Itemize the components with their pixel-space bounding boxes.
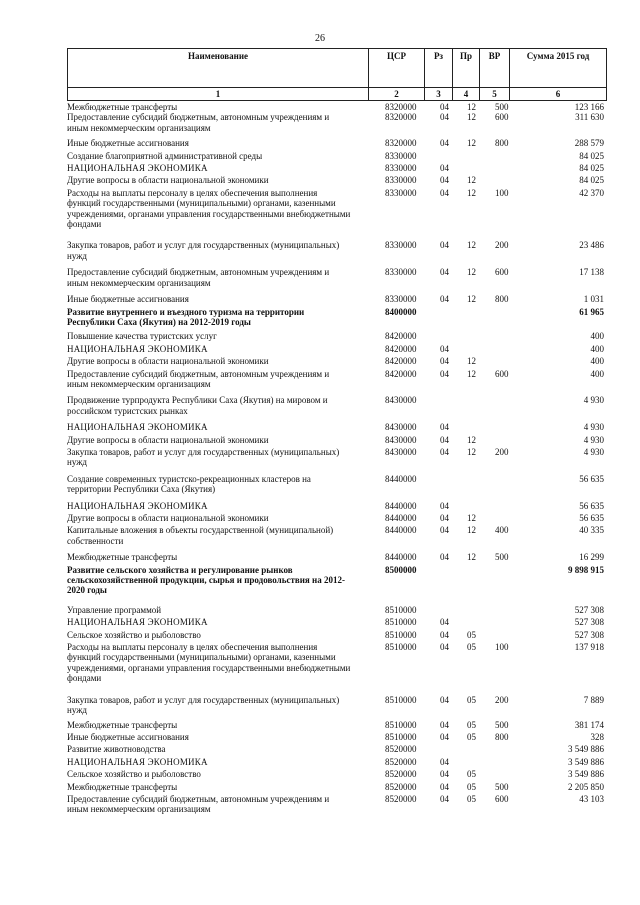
row-name: Межбюджетные трансферты (67, 719, 178, 730)
row-sum: 23 486 (579, 240, 604, 251)
row-name: Иные бюджетные ассигнования (67, 138, 189, 149)
row-pr: 12 (467, 175, 476, 186)
table-row (67, 744, 606, 754)
row-sum: 40 335 (579, 525, 604, 536)
column-header-rz: Рз (425, 49, 453, 88)
row-vr: 800 (495, 294, 509, 305)
row-sum: 288 579 (574, 138, 604, 149)
column-header-csr: ЦСР (369, 49, 425, 88)
row-csr: 8320000 (385, 138, 417, 149)
row-name: Повышение качества туристских услуг (67, 331, 217, 342)
row-vr: 200 (495, 446, 509, 457)
row-pr: 12 (467, 112, 476, 123)
table-row (67, 525, 606, 546)
row-csr: 8440000 (385, 525, 417, 536)
table-row (67, 331, 606, 341)
row-rz: 04 (440, 513, 449, 523)
row-name: Межбюджетные трансферты (67, 102, 178, 112)
row-name: НАЦИОНАЛЬНАЯ ЭКОНОМИКА (67, 422, 208, 433)
row-csr: 8440000 (385, 500, 417, 511)
row-vr: 500 (495, 781, 509, 792)
table-row (67, 267, 606, 288)
row-rz: 04 (440, 756, 449, 767)
row-csr: 8330000 (385, 187, 417, 198)
row-csr: 8440000 (385, 513, 417, 523)
table-row (67, 447, 606, 468)
table-row (67, 435, 606, 445)
row-sum: 3 549 886 (568, 744, 604, 755)
row-rz: 04 (440, 719, 449, 730)
table-row (67, 294, 606, 304)
table-row (67, 102, 606, 112)
row-name: Продвижение турпродукта Республики Саха (Якутия) на мировом и российском туристских рынках (67, 395, 328, 416)
row-rz: 04 (440, 552, 449, 563)
row-sum: 400 (590, 343, 604, 354)
row-rz: 04 (440, 731, 449, 742)
row-pr: 12 (467, 356, 476, 367)
row-csr: 8430000 (385, 446, 417, 457)
row-csr: 8510000 (385, 629, 417, 640)
row-vr: 600 (495, 793, 509, 804)
row-pr: 05 (467, 781, 476, 792)
row-vr: 100 (495, 642, 509, 653)
row-pr: 12 (467, 102, 476, 112)
table-row (67, 642, 606, 684)
row-name: Создание современных туристско-рекреационных кластеров на территории Республики Саха (Якутия) (67, 473, 311, 495)
row-csr: 8330000 (385, 175, 417, 186)
row-rz: 04 (440, 138, 449, 149)
row-vr: 500 (495, 552, 509, 563)
table-row (67, 720, 606, 730)
row-rz: 04 (440, 267, 449, 278)
row-pr: 12 (467, 525, 476, 536)
row-rz: 04 (440, 769, 449, 780)
row-sum: 61 965 (579, 306, 604, 317)
row-sum: 527 308 (574, 604, 604, 615)
row-pr: 12 (467, 513, 476, 523)
row-sum: 4 930 (583, 434, 604, 445)
table-row (67, 151, 606, 161)
row-rz: 04 (440, 187, 449, 198)
row-name: НАЦИОНАЛЬНАЯ ЭКОНОМИКА (67, 343, 208, 354)
row-name: Предоставление субсидий бюджетным, автономным учреждениям и иным некоммерческим организациям (67, 112, 330, 133)
row-csr: 8430000 (385, 422, 417, 433)
row-name: Межбюджетные трансферты (67, 552, 178, 563)
row-pr: 05 (467, 793, 476, 804)
row-pr: 05 (467, 642, 476, 653)
row-rz: 04 (440, 112, 449, 123)
row-rz: 04 (440, 175, 449, 186)
row-vr: 800 (495, 731, 509, 742)
table-row (67, 695, 606, 716)
row-vr: 100 (495, 187, 509, 198)
table-row (67, 782, 606, 792)
row-rz: 04 (440, 422, 449, 433)
row-pr: 12 (467, 294, 476, 305)
row-csr: 8510000 (385, 604, 417, 615)
row-name: Другие вопросы в области национальной экономики (67, 356, 269, 367)
row-sum: 43 103 (579, 793, 604, 804)
row-sum: 2 205 850 (568, 781, 604, 792)
row-name: НАЦИОНАЛЬНАЯ ЭКОНОМИКА (67, 756, 208, 767)
column-number: 1 (68, 88, 369, 101)
row-sum: 137 918 (574, 642, 604, 653)
page-number: 26 (315, 33, 325, 44)
row-name: Другие вопросы в области национальной экономики (67, 175, 269, 186)
row-rz: 04 (440, 781, 449, 792)
row-sum: 56 635 (579, 473, 604, 484)
row-csr: 8420000 (385, 368, 417, 379)
row-pr: 12 (467, 240, 476, 251)
column-header-vr: ВР (480, 49, 510, 88)
table-row (67, 474, 606, 495)
row-csr: 8520000 (385, 793, 417, 804)
row-rz: 04 (440, 694, 449, 705)
row-csr: 8510000 (385, 694, 417, 705)
table-row (67, 175, 606, 185)
row-name: Создание благоприятной административной среды (67, 150, 263, 161)
row-csr: 8510000 (385, 731, 417, 742)
table-row (67, 138, 606, 148)
table-row (67, 630, 606, 640)
column-number: 6 (510, 88, 607, 101)
column-number: 4 (453, 88, 480, 101)
row-rz: 04 (440, 793, 449, 804)
row-pr: 05 (467, 731, 476, 742)
row-name: Другие вопросы в области национальной экономики (67, 434, 269, 445)
row-name: НАЦИОНАЛЬНАЯ ЭКОНОМИКА (67, 163, 208, 174)
row-name: Развитие животноводства (67, 744, 166, 755)
table-row (67, 794, 606, 815)
row-sum: 9 898 915 (568, 564, 604, 575)
row-name: Предоставление субсидий бюджетным, автономным учреждениям и иным некоммерческим организациям (67, 267, 330, 288)
column-header-pr: Пр (453, 49, 480, 88)
row-csr: 8320000 (385, 102, 417, 112)
row-name: Сельское хозяйство и рыболовство (67, 629, 201, 640)
row-vr: 400 (495, 525, 509, 536)
row-rz: 04 (440, 446, 449, 457)
row-vr: 200 (495, 240, 509, 251)
row-sum: 56 635 (579, 513, 604, 523)
table-row (67, 769, 606, 779)
row-sum: 4 930 (583, 395, 604, 406)
row-pr: 12 (467, 446, 476, 457)
column-header-sum: Сумма 2015 год (510, 49, 607, 88)
row-name: Межбюджетные трансферты (67, 781, 178, 792)
row-rz: 04 (440, 434, 449, 445)
row-pr: 05 (467, 629, 476, 640)
table-row (67, 395, 606, 416)
row-rz: 04 (440, 642, 449, 653)
table-row (67, 513, 606, 523)
row-vr: 600 (495, 112, 509, 123)
table-row (67, 369, 606, 390)
table-row (67, 757, 606, 767)
row-pr: 12 (467, 552, 476, 563)
table-row (67, 732, 606, 742)
row-name: Капитальные вложения в объекты государственной (муниципальной) собственности (67, 525, 334, 546)
table-row (67, 605, 606, 615)
row-sum: 1 031 (583, 294, 604, 305)
row-csr: 8330000 (385, 240, 417, 251)
budget-table-body (67, 102, 606, 815)
row-csr: 8510000 (385, 719, 417, 730)
row-csr: 8420000 (385, 331, 417, 342)
row-sum: 16 299 (579, 552, 604, 563)
row-rz: 04 (440, 629, 449, 640)
row-rz: 04 (440, 525, 449, 536)
row-csr: 8500000 (385, 564, 417, 575)
row-csr: 8330000 (385, 163, 417, 174)
row-rz: 04 (440, 240, 449, 251)
row-csr: 8430000 (385, 395, 417, 406)
row-sum: 400 (590, 356, 604, 367)
row-csr: 8400000 (385, 306, 417, 317)
row-pr: 12 (467, 267, 476, 278)
row-name: Предоставление субсидий бюджетным, автономным учреждениям и иным некоммерческим организациям (67, 368, 330, 389)
row-sum: 84 025 (579, 163, 604, 174)
row-csr: 8440000 (385, 473, 417, 484)
row-sum: 400 (590, 331, 604, 342)
table-row (67, 112, 606, 133)
row-csr: 8510000 (385, 617, 417, 628)
row-name: НАЦИОНАЛЬНАЯ ЭКОНОМИКА (67, 500, 208, 511)
table-row (67, 617, 606, 627)
row-csr: 8330000 (385, 294, 417, 305)
row-csr: 8330000 (385, 267, 417, 278)
row-csr: 8520000 (385, 769, 417, 780)
row-sum: 4 930 (583, 446, 604, 457)
row-name: Закупка товаров, работ и услуг для государственных (муниципальных) нужд (67, 694, 340, 716)
row-name: Закупка товаров, работ и услуг для государственных (муниципальных) нужд (67, 446, 340, 468)
table-row (67, 501, 606, 511)
row-csr: 8520000 (385, 781, 417, 792)
row-sum: 17 138 (579, 267, 604, 278)
row-sum: 381 174 (574, 719, 604, 730)
row-rz: 04 (440, 368, 449, 379)
column-number: 5 (480, 88, 510, 101)
row-vr: 800 (495, 138, 509, 149)
row-name: Расходы на выплаты персоналу в целях обеспечения выполнения функций государственными (муниципальными) органами, казенными учреждениями, органами управления государственными внебюджетными фондами (67, 187, 351, 230)
table-row (67, 163, 606, 173)
row-sum: 328 (590, 731, 604, 742)
row-name: Другие вопросы в области национальной экономики (67, 513, 269, 523)
row-rz: 04 (440, 356, 449, 367)
row-sum: 400 (590, 368, 604, 379)
table-row (67, 565, 606, 596)
table-row (67, 240, 606, 261)
row-rz: 04 (440, 294, 449, 305)
row-pr: 05 (467, 694, 476, 705)
table-row (67, 188, 606, 230)
table-row (67, 307, 606, 328)
row-csr: 8510000 (385, 642, 417, 653)
row-csr: 8320000 (385, 112, 417, 123)
row-vr: 500 (495, 102, 509, 112)
row-csr: 8520000 (385, 756, 417, 767)
row-vr: 500 (495, 719, 509, 730)
row-pr: 05 (467, 769, 476, 780)
header-numbers-row (68, 88, 607, 101)
row-pr: 12 (467, 434, 476, 445)
row-vr: 200 (495, 694, 509, 705)
row-sum: 3 549 886 (568, 769, 604, 780)
row-csr: 8430000 (385, 434, 417, 445)
row-name: Развитие сельского хозяйства и регулирование рынков сельскохозяйственной продукции, сырья и продовольствия на 2012-2020 годы (67, 564, 345, 596)
row-vr: 600 (495, 368, 509, 379)
budget-table-header (67, 48, 607, 101)
table-row (67, 356, 606, 366)
row-sum: 7 889 (583, 694, 604, 705)
table-row (67, 552, 606, 562)
row-csr: 8420000 (385, 356, 417, 367)
row-csr: 8420000 (385, 343, 417, 354)
row-name: Предоставление субсидий бюджетным, автономным учреждениям и иным некоммерческим организациям (67, 793, 330, 815)
row-name: Иные бюджетные ассигнования (67, 731, 189, 742)
column-header-name: Наименование (68, 49, 369, 88)
row-name: НАЦИОНАЛЬНАЯ ЭКОНОМИКА (67, 617, 208, 628)
row-name: Закупка товаров, работ и услуг для государственных (муниципальных) нужд (67, 240, 340, 261)
header-titles-row (68, 49, 607, 88)
row-sum: 3 549 886 (568, 756, 604, 767)
row-name: Управление программой (67, 604, 162, 615)
row-rz: 04 (440, 343, 449, 354)
row-sum: 311 630 (575, 112, 604, 123)
row-name: Расходы на выплаты персоналу в целях обеспечения выполнения функций государственными (муниципальными) органами, казенными учреждениями, органами управления государственными внебюджетными фондами (67, 642, 351, 684)
row-pr: 12 (467, 368, 476, 379)
row-rz: 04 (440, 500, 449, 511)
row-vr: 600 (495, 267, 509, 278)
row-sum: 56 635 (579, 500, 604, 511)
row-name: Развитие внутреннего и въездного туризма на территории Республики Саха (Якутия) на 2012-2019 годы (67, 306, 305, 327)
row-pr: 12 (467, 138, 476, 149)
table-row (67, 344, 606, 354)
row-rz: 04 (440, 163, 449, 174)
column-number: 2 (369, 88, 425, 101)
row-sum: 123 166 (574, 102, 604, 112)
row-rz: 04 (440, 102, 449, 112)
row-sum: 4 930 (583, 422, 604, 433)
row-name: Иные бюджетные ассигнования (67, 294, 189, 305)
row-csr: 8440000 (385, 552, 417, 563)
row-sum: 527 308 (574, 629, 604, 640)
row-rz: 04 (440, 617, 449, 628)
row-name: Сельское хозяйство и рыболовство (67, 769, 201, 780)
row-sum: 84 025 (579, 150, 604, 161)
table-row (67, 422, 606, 432)
column-number: 3 (425, 88, 453, 101)
row-pr: 05 (467, 719, 476, 730)
row-csr: 8330000 (385, 150, 417, 161)
row-pr: 12 (467, 187, 476, 198)
row-sum: 42 370 (579, 187, 604, 198)
row-sum: 527 308 (574, 617, 604, 628)
row-csr: 8520000 (385, 744, 417, 755)
row-sum: 84 025 (579, 175, 604, 186)
